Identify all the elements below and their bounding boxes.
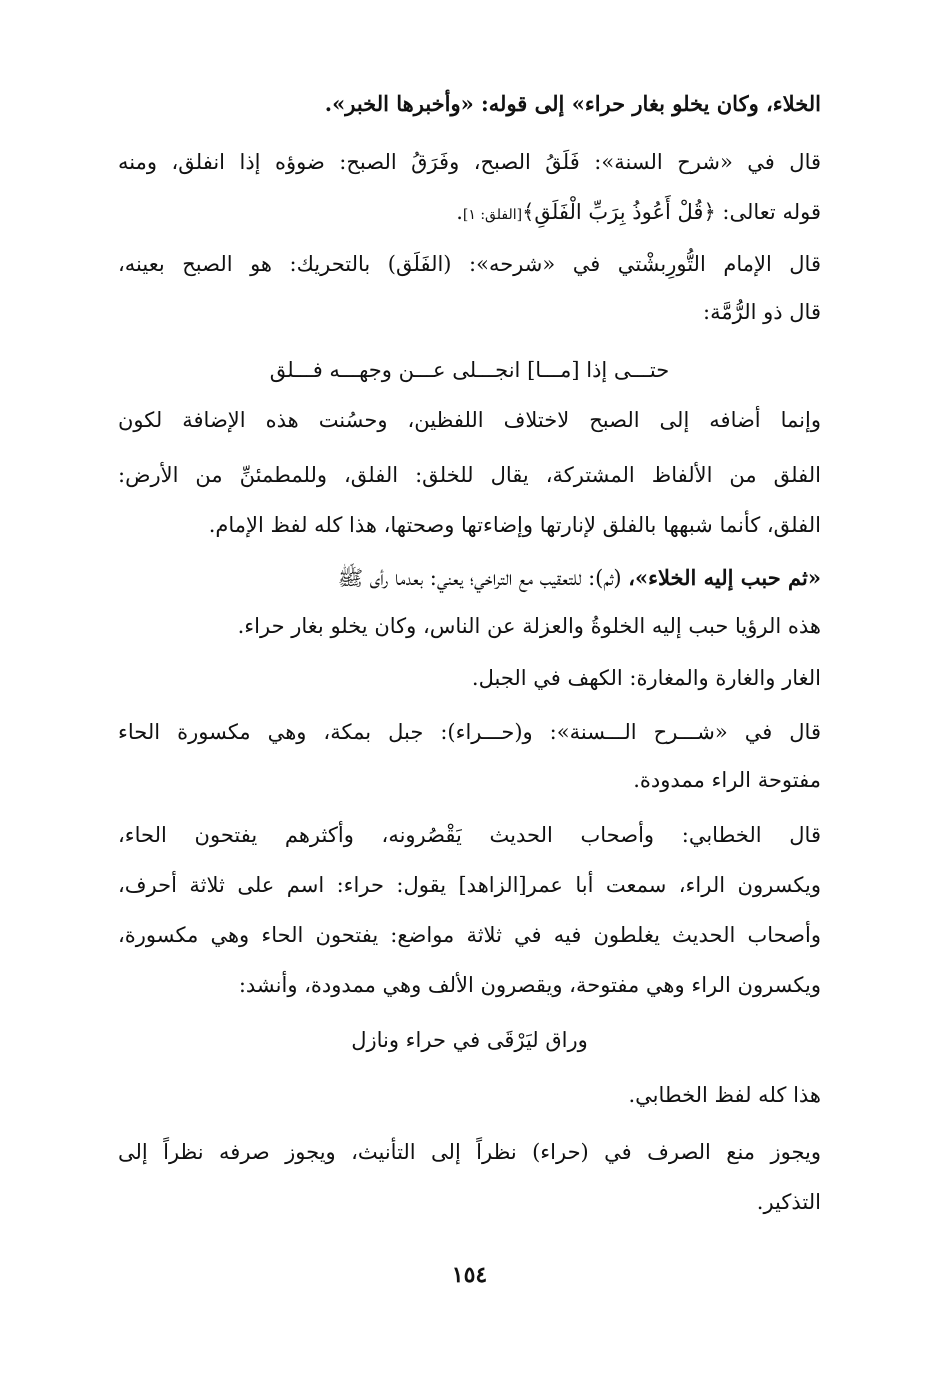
hadith-commentary: (ثم): للتعقيب مع التراخي؛ يعني: بعدما رأى ﷺ [337,566,629,590]
text-line-3 [118,192,821,235]
text-line-2: قال في «شرح السنة»: فَلَقُ الصبح، وفَرَقُ الصبح: ضوؤه إذا انفلق، ومنه [118,150,821,174]
verse-tail: . [456,200,463,224]
text-line-18: ويكسرون الراء وهي مفتوحة، ويقصرون الألف وهي ممدودة، وأنشد: [238,973,821,997]
text-line-20: هذا كله لفظ الخطابي. [628,1083,821,1107]
text-line-21: ويجوز منع الصرف في (حراء) نظراً إلى التأنيث، ويجوز صرفه نظراً إلى [118,1140,821,1164]
text-line-7: وإنما أضافه إلى الصبح لاختلاف اللفظين، وحسُنت هذه الإضافة لكون [118,408,821,432]
text-line-17: وأصحاب الحديث يغلطون فيه في ثلاثة مواضع: يفتحون الحاء وهي مكسورة، [118,923,821,947]
text-line-11: هذه الرؤيا حبب إليه الخلوةُ والعزلة عن الناس، وكان يخلو بغار حراء. [237,614,821,638]
text-line-9: الفلق، كأنما شبهها بالفلق لإنارتها وإضاءتها وصحتها، هذا كله لفظ الإمام. [208,513,821,537]
text-line-10 [118,558,821,598]
text-line-13: قال في «شـــرح الـــسنة»: و(حـــراء): جبل بمكة، وهي مكسورة الحاء [118,720,821,744]
text-line-16: ويكسرون الراء، سمعت أبا عمر[الزاهد] يقول: حراء: اسم على ثلاثة أحرف، [118,873,821,897]
hadith-quote: «ثم حبب إليه الخلاء»، [628,565,821,590]
text-line-12: الغار والغارة والمغارة: الكهف في الجبل. [471,666,821,690]
text-line-8: الفلق من الألفاظ المشتركة، يقال للخلق: الفلق، وللمطمئنِّ من الأرض: [118,463,821,487]
poetry-line-1: حتـــى إذا [مـــا] انجـــلى عـــن وجهـــه فـــلق [269,358,670,382]
text-line-1: الخلاء، وكان يخلو بغار حراء» إلى قوله: «وأخبرها الخبر». [324,91,821,116]
text-line-14: مفتوحة الراء ممدودة. [633,768,821,792]
page-number: ١٥٤ [451,1262,488,1288]
verse-quote: قوله تعالى: ﴿قُلْ أَعُوذُ بِرَبِّ الْفَلَقِ﴾ [522,200,821,224]
text-line-4: قال الإمام التُّورِبشْتي في «شرحه»: (الفَلَق) بالتحريك: هو الصبح بعينه، [118,252,821,276]
text-line-5: قال ذو الرُّمَّة: [703,300,821,324]
text-line-15: قال الخطابي: وأصحاب الحديث يَقْصُرونه، وأكثرهم يفتحون الحاء، [118,823,821,847]
poetry-line-2: وراق ليَرْقَى في حراء ونازل [351,1028,588,1052]
verse-reference: [الفلق: ١] [462,207,523,223]
text-line-22: التذكير. [756,1190,821,1214]
